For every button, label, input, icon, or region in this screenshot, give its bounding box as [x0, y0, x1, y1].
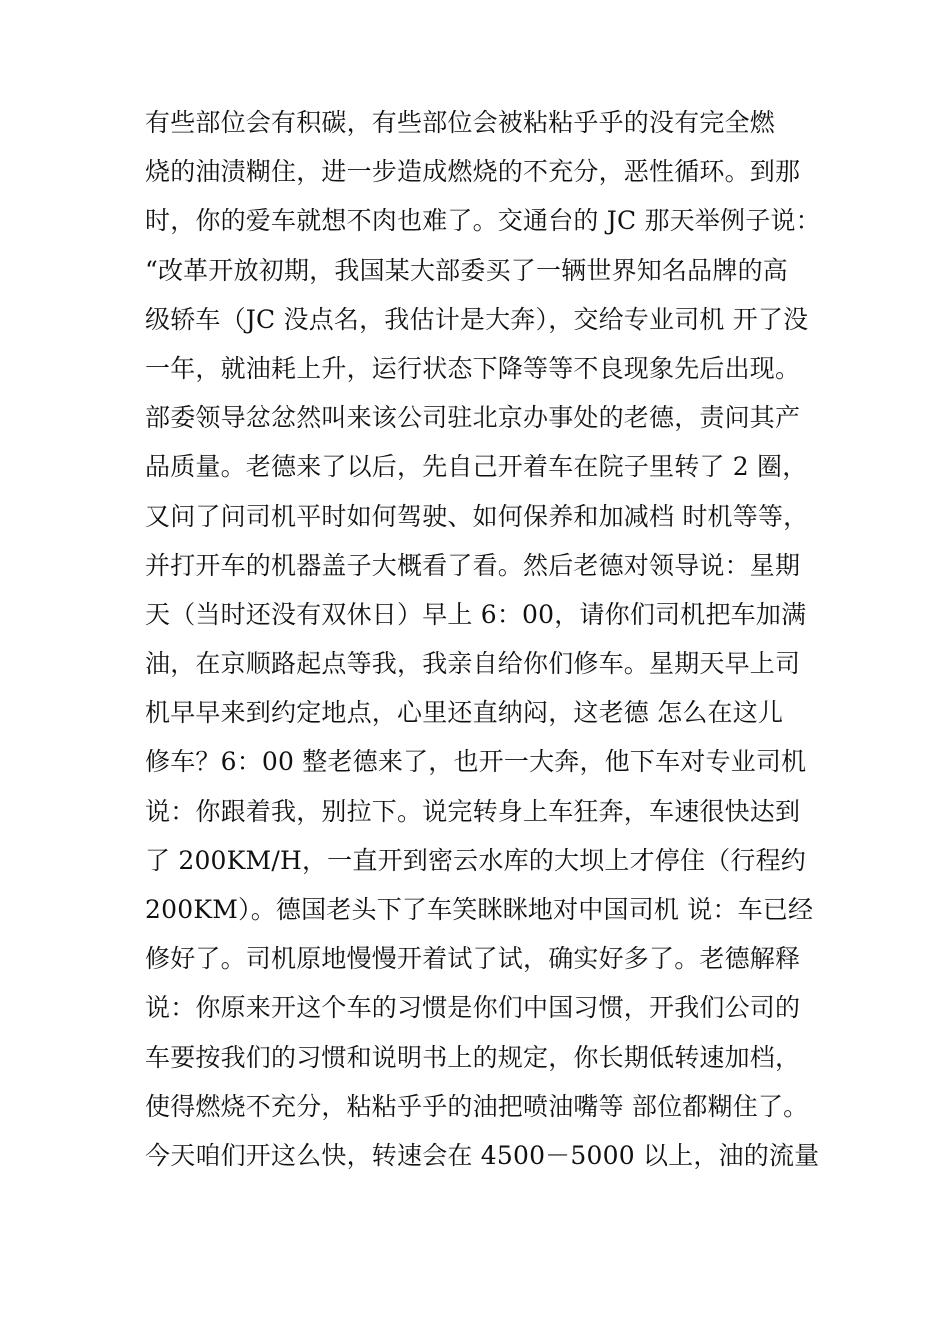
text-line: “改革开放初期，我国某大部委买了一辆世界知名品牌的高 [145, 255, 788, 285]
text-line: 车要按我们的习惯和说明书上的规定，你长期低转速加档， [145, 1042, 801, 1072]
text-line: 了 200KM/H，一直开到密云水库的大坝上才停住（行程约 [145, 845, 806, 875]
text-line: 修车？6：00 整老德来了，也开一大奔，他下车对专业司机 [145, 747, 807, 777]
text-line: 级轿车（JC 没点名，我估计是大奔），交给专业司机 开了没 [145, 304, 809, 334]
text-line: 机早早来到约定地点，心里还直纳闷，这老德 怎么在这儿 [145, 698, 784, 728]
text-line: 今天咱们开这么快，转速会在 4500－5000 以上，油的流量 [145, 1140, 820, 1170]
text-line: 油，在京顺路起点等我，我亲自给你们修车。星期天早上司 [145, 649, 801, 679]
text-line: 天（当时还没有双休日）早上 6：00，请你们司机把车加满 [145, 599, 807, 629]
text-line: 说：你跟着我，别拉下。说完转身上车狂奔，车速很快达到 [145, 796, 801, 826]
text-line: 修好了。司机原地慢慢开着试了试，确实好多了。老德解释 [145, 944, 801, 974]
text-line: 使得燃烧不充分，粘粘乎乎的油把喷油嘴等 部位都糊住了。 [145, 1091, 809, 1121]
text-line: 又问了问司机平时如何驾驶、如何保养和加减档 时机等等， [145, 501, 809, 531]
text-line: 有些部位会有积碳，有些部位会被粘粘乎乎的没有完全燃 [145, 108, 776, 137]
text-line: 烧的油渍糊住，进一步造成燃烧的不充分，恶性循环。到那 [145, 157, 801, 187]
text-line: 时，你的爱车就想不肉也难了。交通台的 JC 那天举例子说： [145, 206, 821, 236]
text-line: 一年，就油耗上升，运行状态下降等等不良现象先后出现。 [145, 353, 801, 383]
text-line: 品质量。老德来了以后，先自己开着车在院子里转了 2 圈， [145, 452, 808, 482]
text-line: 200KM）。德国老头下了车笑眯眯地对中国司机 说：车已经 [145, 895, 814, 924]
text-line: 并打开车的机器盖子大概看了看。然后老德对领导说：星期 [145, 550, 801, 580]
body-text [145, 98, 825, 1180]
text-line: 说：你原来开这个车的习惯是你们中国习惯，开我们公司的 [145, 993, 801, 1023]
text-line: 部委领导忿忿然叫来该公司驻北京办事处的老德，责问其产 [145, 403, 801, 433]
